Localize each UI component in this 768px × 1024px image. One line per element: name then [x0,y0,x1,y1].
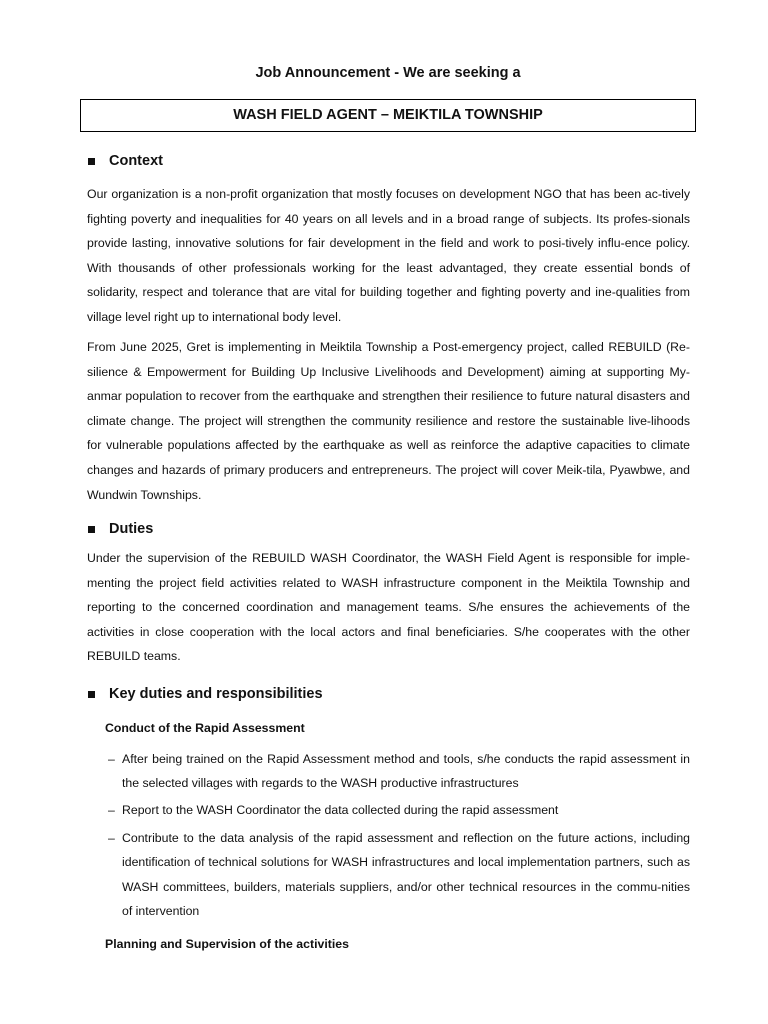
duties-section-heading [88,519,153,539]
context-paragraph-1: Our organization is a non-profit organization that mostly focuses on development NGO that has been ac-tively fighting poverty and inequalities for 40 years on all levels and in a broad range of subjects. Its profes-sionals provide lasting, innovative solutions for fair development in the field and work to posi-tively influ-ence policy. With thousands of other professionals working for the least advantaged, they create essential bonds of solidarity, respect and tolerance that are vital for building together and fighting poverty and ine-qualities from village level right up to international body level. [87,187,690,324]
list-item [108,826,690,924]
square-bullet-icon [88,526,95,533]
announcement-heading: Job Announcement - We are seeking a [255,65,521,81]
dash-bullet-icon: – [108,831,115,845]
context-heading-text: Context [109,153,163,169]
planning-subheading: Planning and Supervision of the activities [105,937,349,951]
dash-bullet-icon: – [108,803,115,817]
position-title: WASH FIELD AGENT – MEIKTILA TOWNSHIP [233,107,543,123]
list-item [108,798,690,822]
dash-bullet-icon: – [108,752,115,766]
context-section-heading [88,151,163,171]
list-item-text: Contribute to the data analysis of the rapid assessment and reflection on the future actions, including identification of technical solutions for WASH infrastructures and local implementation partners, such as WASH committees, builders, materials suppliers, and/or other technical resources in the commu-nities of intervention [122,831,690,919]
key-duties-heading-text: Key duties and responsibilities [109,686,323,702]
context-paragraph-2: From June 2025, Gret is implementing in Meiktila Township a Post-emergency project, called REBUILD (Re-silience & Empowerment for Building Up Inclusive Livelihoods and Development) aiming at supporting My-anmar population to recover from the earthquake and strengthen their resilience to future natural disasters and climate change. The project will strengthen the community resilience and restore the sustainable live-lihoods for vulnerable populations affected by the earthquake as well as reinforce the adaptive capacities to climate changes and hazards of primary producers and entrepreneurs. The project will cover Meik-tila, Pyawbwe, and Wundwin Townships. [87,340,690,502]
square-bullet-icon [88,691,95,698]
list-item-text: Report to the WASH Coordinator the data collected during the rapid assessment [122,803,559,817]
duties-paragraph: Under the supervision of the REBUILD WASH Coordinator, the WASH Field Agent is responsible for imple-menting the project field activities related to WASH infrastructure component in the Meiktila Township and reporting to the concerned coordination and management teams. S/he ensures the achievements of the activities in close cooperation with the local actors and final beneficiaries. S/he cooperates with the other REBUILD teams. [87,551,690,664]
rapid-assessment-subheading: Conduct of the Rapid Assessment [105,721,305,735]
duties-heading-text: Duties [109,521,154,537]
list-item [108,747,690,796]
position-title-box [80,99,696,132]
key-duties-section-heading [88,684,323,704]
square-bullet-icon [88,158,95,165]
list-item-text: After being trained on the Rapid Assessment method and tools, s/he conducts the rapid assessment in the selected villages with regards to the WASH productive infrastructures [122,752,690,791]
